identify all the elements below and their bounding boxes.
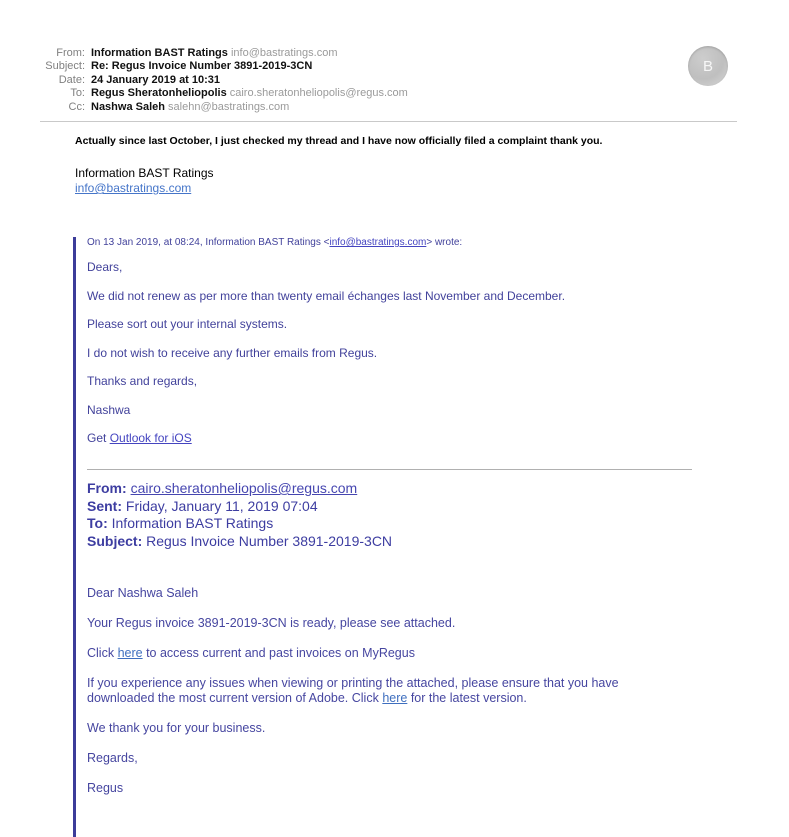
fwd-regards-line: Regards, [87, 751, 138, 766]
myregus-suffix: to access current and past invoices on MyRegus [142, 646, 415, 661]
subject-label: Subject: [45, 60, 85, 73]
myregus-prefix: Click [87, 646, 118, 661]
adobe-prefix: If you experience any issues when viewing or printing the attached, please ensure that you have downloaded the most current version of Adobe. Click [87, 676, 619, 706]
fwd-from-label: From: [87, 480, 127, 497]
header-row-from [0, 47, 789, 60]
cc-email: salehn@bastratings.com [168, 100, 290, 113]
subject-value: Re: Regus Invoice Number 3891-2019-3CN [91, 60, 313, 73]
header-row-date [0, 74, 789, 87]
from-name: Information BAST Ratings [91, 47, 228, 59]
quoted-paragraph: I do not wish to receive any further emails from Regus. [87, 345, 378, 360]
fwd-to-label: To: [87, 515, 108, 532]
message-header [0, 0, 789, 114]
fwd-myregus-line [87, 646, 687, 661]
myregus-here-link[interactable]: here [117, 646, 143, 661]
outlook-prefix: Get [87, 431, 110, 446]
quoted-paragraph: Please sort out your internal systems. [87, 317, 288, 332]
forwarded-body [87, 586, 789, 796]
fwd-signoff: Regus [87, 781, 124, 796]
fwd-thanks-line: We thank you for your business. [87, 721, 266, 736]
header-row-cc [0, 101, 789, 114]
from-label: From: [56, 47, 85, 59]
to-name: Regus Sheratonheliopolis [91, 87, 227, 100]
fwd-row-from [87, 480, 789, 498]
attribution-prefix: On 13 Jan 2019, at 08:24, Information BAST Ratings < [87, 237, 330, 249]
quoted-paragraph: We did not renew as per more than twenty email échanges last November and December. [87, 288, 566, 303]
fwd-invoice-line: Your Regus invoice 3891-2019-3CN is ready, please see attached. [87, 616, 456, 631]
quoted-paragraph: Thanks and regards, [87, 374, 198, 389]
attribution-suffix: > wrote: [426, 237, 463, 249]
sender-avatar [688, 46, 728, 86]
adobe-suffix: for the latest version. [407, 691, 527, 706]
date-value: 24 January 2019 at 10:31 [91, 73, 221, 86]
fwd-row-to [87, 515, 789, 533]
outlook-line [87, 431, 789, 445]
from-email: info@bastratings.com [230, 47, 338, 59]
signature-name: Information BAST Ratings [75, 166, 214, 181]
fwd-adobe-line [87, 676, 687, 706]
quote-attribution [87, 237, 789, 249]
cc-value [91, 101, 289, 114]
fwd-from-email-link[interactable]: cairo.sheratonheliopolis@regus.com [130, 480, 358, 497]
cc-name: Nashwa Saleh [91, 100, 165, 113]
avatar-initial: B [702, 57, 713, 75]
fwd-row-subject [87, 533, 789, 551]
to-value [91, 87, 408, 100]
to-email: cairo.sheratonheliopolis@regus.com [229, 87, 408, 100]
date-label: Date: [58, 73, 85, 86]
fwd-subject-value: Regus Invoice Number 3891-2019-3CN [146, 532, 393, 549]
header-separator [40, 121, 737, 122]
forwarded-header [87, 480, 789, 550]
reply-intro-text: Actually since last October, I just checked my thread and I have now officially filed a complaint thank you. [75, 135, 603, 148]
outlook-for-ios-link[interactable]: Outlook for iOS [109, 431, 192, 446]
signature-email-link[interactable]: info@bastratings.com [75, 181, 192, 196]
fwd-sent-label: Sent: [87, 497, 122, 514]
signature-block [75, 166, 789, 196]
fwd-to-value: Information BAST Ratings [111, 515, 274, 532]
header-row-to [0, 87, 789, 100]
quoted-paragraph: Nashwa [87, 402, 131, 417]
forwarded-message-separator [87, 469, 692, 470]
to-label: To: [70, 87, 85, 100]
fwd-row-sent [87, 498, 789, 516]
cc-label: Cc: [68, 100, 85, 113]
from-value [91, 47, 338, 60]
fwd-sent-value: Friday, January 11, 2019 07:04 [125, 497, 318, 514]
quoted-paragraph: Dears, [87, 260, 123, 275]
attribution-email-link[interactable]: info@bastratings.com [329, 237, 427, 249]
quoted-message-block [73, 237, 789, 837]
adobe-here-link[interactable]: here [382, 691, 408, 706]
fwd-subject-label: Subject: [87, 532, 143, 549]
header-row-subject [0, 57, 789, 75]
fwd-greeting: Dear Nashwa Saleh [87, 586, 199, 601]
